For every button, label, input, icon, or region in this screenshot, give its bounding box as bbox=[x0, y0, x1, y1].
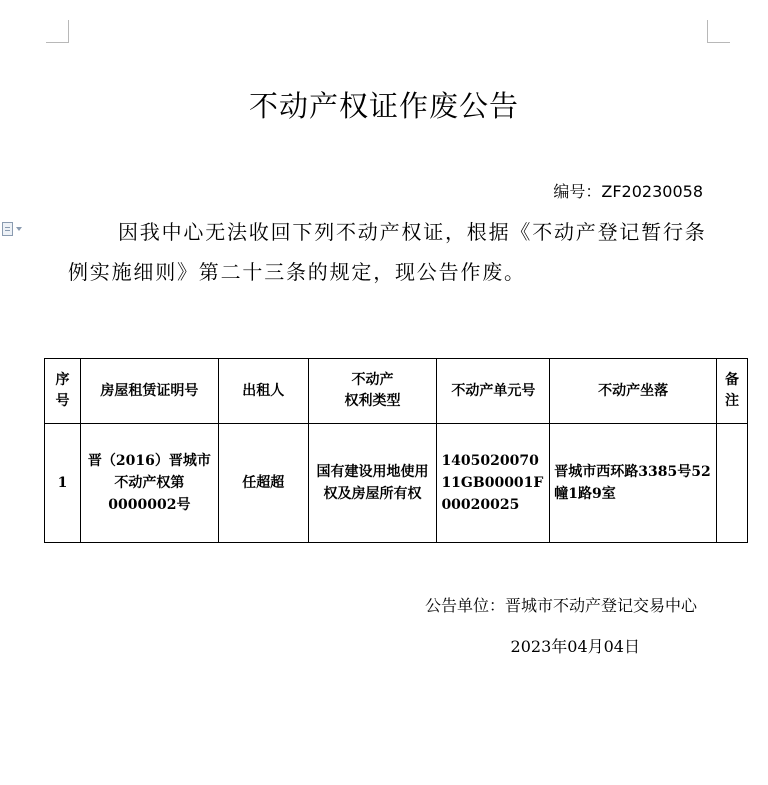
document-title: 不动产权证作废公告 bbox=[248, 89, 519, 123]
cell-lessor: 任超超 bbox=[218, 424, 308, 543]
paragraph-options-button[interactable] bbox=[2, 222, 22, 236]
table-row bbox=[45, 424, 748, 543]
header-remark: 备注 bbox=[716, 359, 747, 424]
header-right-type bbox=[308, 359, 437, 424]
cell-remark bbox=[716, 424, 747, 543]
header-right-type-line1: 不动产 bbox=[351, 372, 394, 388]
header-seq: 序号 bbox=[45, 359, 81, 424]
document-number: 编号：ZF20230058 bbox=[553, 182, 703, 201]
certificate-table bbox=[44, 358, 748, 543]
header-location: 不动产坐落 bbox=[550, 359, 717, 424]
cell-right-type: 国有建设用地使用权及房屋所有权 bbox=[308, 424, 437, 543]
cell-unit-no: 140502007011GB00001F00020025 bbox=[437, 424, 550, 543]
announcement-date: 2023年04月04日 bbox=[510, 637, 640, 656]
page-corner-mark-top-left bbox=[46, 20, 69, 43]
announcement-body: 因我中心无法收回下列不动产权证，根据《不动产登记暂行条例实施细则》第二十三条的规定，现公告作废。 bbox=[68, 220, 707, 284]
chevron-down-icon bbox=[16, 227, 22, 231]
announcing-unit: 公告单位：晋城市不动产登记交易中心 bbox=[424, 596, 697, 615]
document-icon bbox=[2, 222, 13, 236]
cell-cert-no: 晋（2016）晋城市不动产权第0000002号 bbox=[80, 424, 218, 543]
header-unit-no: 不动产单元号 bbox=[437, 359, 550, 424]
cell-seq: 1 bbox=[45, 424, 81, 543]
header-right-type-line2: 权利类型 bbox=[344, 393, 401, 409]
cell-location: 晋城市西环路3385号52幢1路9室 bbox=[550, 424, 717, 543]
header-cert-no: 房屋租赁证明号 bbox=[80, 359, 218, 424]
table-header-row bbox=[45, 359, 748, 424]
page-corner-mark-top-right bbox=[707, 20, 730, 43]
header-lessor: 出租人 bbox=[218, 359, 308, 424]
